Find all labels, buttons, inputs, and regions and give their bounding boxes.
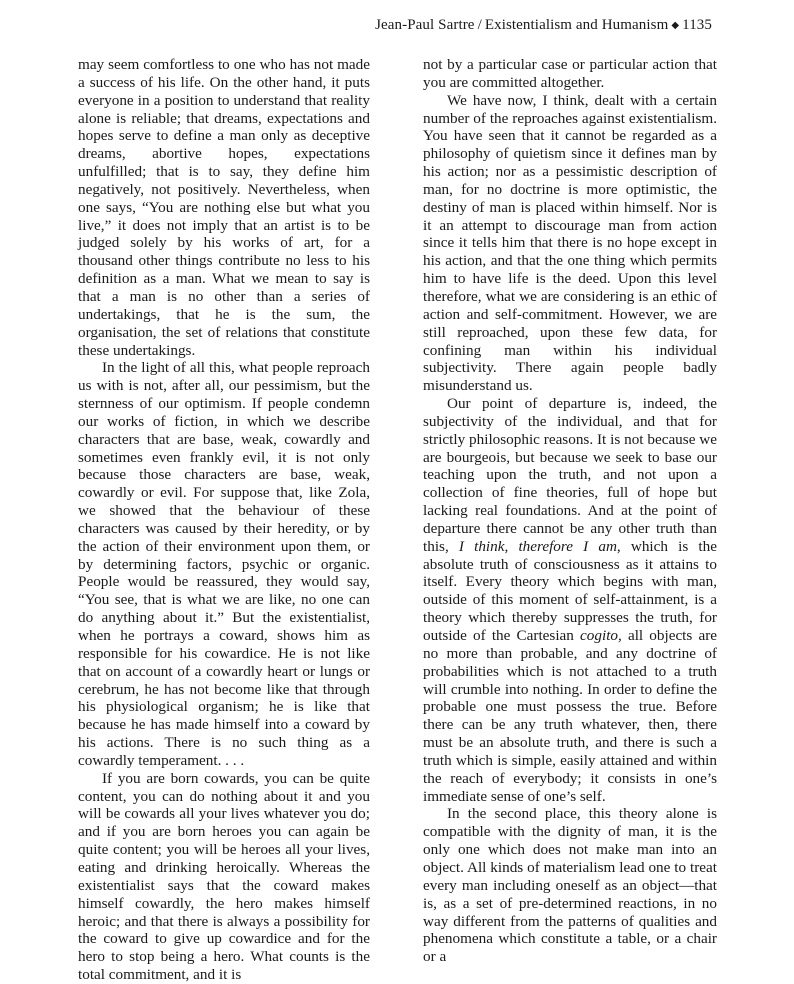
- paragraph-text: Our point of departure is, indeed, the subjectivity of the individual, and that for strictly philosophic reasons. It is not because we are bourgeois, but because we seek to base our teaching upon the truth, and not upon a collection of fine theories, full of hope but lacking real foundations. And at the point of departure there cannot be any other truth than this,: [423, 395, 717, 555]
- paragraph-text: all objects are no more than probable, and any doctrine of probabilities which is not attached to a truth will crumble into nothing. In order to define the probable one must possess the true. Before there can be any truth whatever, then, there must be an absolute truth, and there is such a truth which is simple, easily attained and within the reach of everybody; it consists in one’s immediate sense of one’s self.: [423, 627, 718, 805]
- paragraph: In the second place, this theory alone is compatible with the dignity of man, it is the only one which does not make man into an object. All kinds of materialism lead one to treat every man including oneself as an object—that is, as a set of pre-determined reactions, in no way different from the patterns of qualities and phenomena which constitute a table, or a chair or a: [423, 805, 717, 966]
- paragraph: not by a particular case or particular action that you are committed altogether.: [423, 56, 717, 91]
- paragraph: If you are born cowards, you can be quite content, you can do nothing about it and you will be cowards all your lives whatever you do; and if you are born heroes you can again be quite content; you will be heroes all your lives, eating and drinking heroically. Whereas the existentialist says that the coward makes himself cowardly, the hero makes himself heroic; and that there is always a possibility for the coward to give up cowardice and for the hero to stop being a hero. What counts is the total commitment, and it is: [78, 769, 370, 984]
- paragraph-text: which is the absolute truth of consciousness as it attains to itself. Every theory which begins with man, outside of this moment of self-attainment, is a theory which thereby suppresses the truth, for outside of the Cartesian: [423, 537, 717, 644]
- emphasis-text: I think, therefore I am,: [458, 537, 621, 555]
- emphasis-text: cogito,: [580, 627, 622, 644]
- right-column: [423, 56, 717, 966]
- header-title: Existentialism and Humanism: [484, 17, 669, 33]
- paragraph: We have now, I think, dealt with a certain number of the reproaches against existentialism. You have seen that it cannot be regarded as a philosophy of quietism since it defines man by his action; nor as a pessimistic description of man, for no doctrine is more optimistic, the destiny of man is placed within himself. Nor is it an attempt to discourage man from action since it tells him that there is no hope except in his action, and that the one thing which permits him to have life is the deed. Upon this level therefore, what we are considering is an ethic of action and self-commitment. However, we are still reproached, upon these few data, for confining man within his individual subjectivity. There again people badly misunderstand us.: [423, 91, 717, 395]
- paragraph: [423, 395, 717, 805]
- header-separator: /: [477, 17, 482, 33]
- paragraph: In the light of all this, what people reproach us with is not, after all, our pessimism, but the sternness of our optimism. If people condemn our works of fiction, in which we describe characters that are base, weak, cowardly and sometimes even frankly evil, it is not only because those characters are base, weak, cowardly or evil. For suppose that, like Zola, we showed that the behaviour of these characters was caused by their heredity, or by the action of their environment upon them, or by determining factors, psychic or organic. People would be reassured, they would say, “You see, that is what we are like, no one can do anything about it.” But the existentialist, when he portrays a coward, shows him as responsible for his cowardice. He is not like that on account of a cowardly heart or lungs or cerebrum, he has not become like that through his physiological organism; he is like that because he has made himself into a coward by his actions. There is no such thing as a cowardly temperament. . . .: [78, 359, 370, 769]
- diamond-ornament-icon: ◆: [671, 20, 680, 31]
- paragraph: may seem comfortless to one who has not made a success of his life. On the other hand, it puts everyone in a position to understand that reality alone is reliable; that dreams, expectations and hopes serve to define a man only as deceptive dreams, abortive hopes, expectations unfulfilled; that is to say, they define him negatively, not positively. Nevertheless, when one says, “You are nothing else but what you live,” it does not imply that an artist is to be judged solely by his works of art, for a thousand other things contribute no less to his definition as a man. What we mean to say is that a man is no other than a series of undertakings, that he is the sum, the organisation, the set of relations that constitute these undertakings.: [78, 56, 370, 359]
- left-column: [78, 56, 370, 984]
- header-author: Jean-Paul Sartre: [375, 17, 475, 33]
- running-header: [375, 17, 712, 34]
- page-number: 1135: [682, 17, 712, 33]
